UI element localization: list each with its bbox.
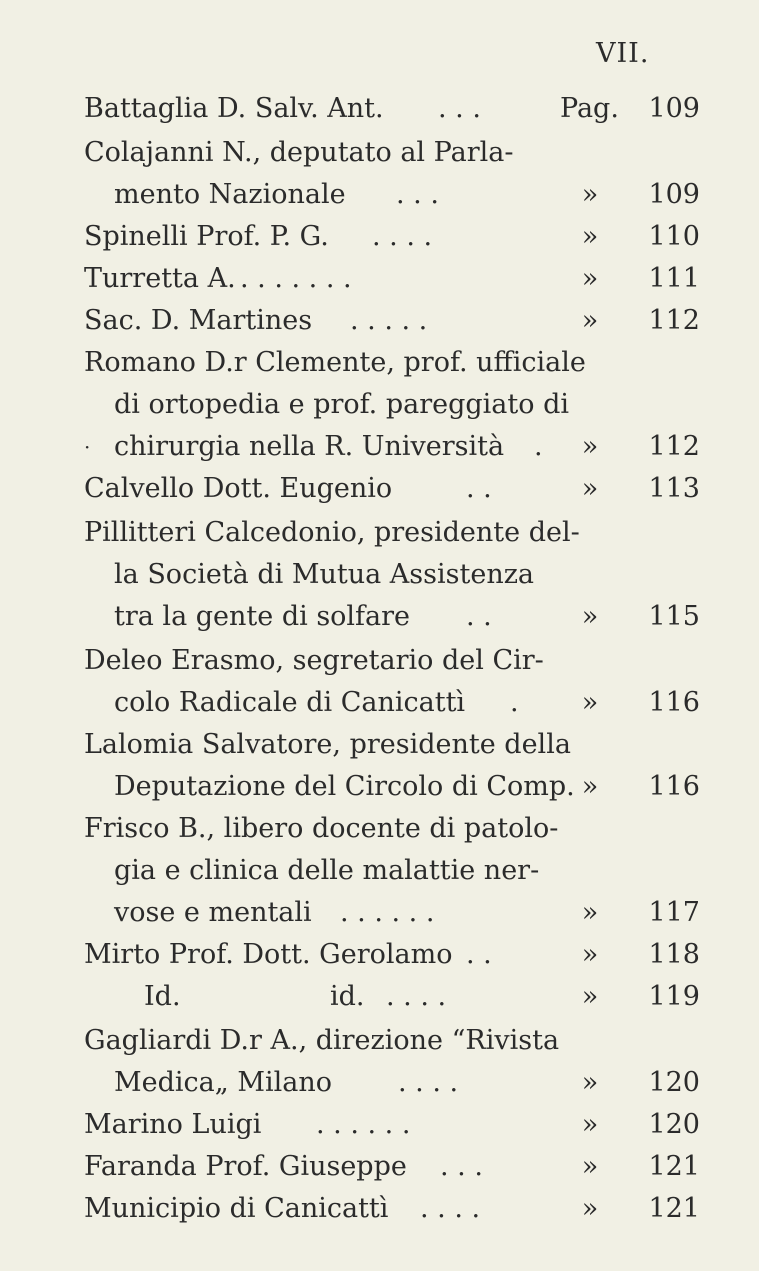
ditto-mark: » xyxy=(581,601,599,632)
entry-page: 120 xyxy=(648,1109,700,1140)
ditto-mark: » xyxy=(581,263,599,294)
leader-dots: . . . . xyxy=(398,1067,459,1098)
entry-page: 118 xyxy=(648,939,700,970)
leader-dots: . . . . . . xyxy=(316,1109,411,1140)
ditto-mark: » xyxy=(581,1193,599,1224)
entry-page: 120 xyxy=(648,1067,700,1098)
entry-page: 116 xyxy=(648,687,700,718)
entry-text: vose e mentali xyxy=(114,897,312,928)
entry-text: Turretta A. xyxy=(84,263,236,294)
index-entry xyxy=(0,724,759,766)
index-entry xyxy=(0,174,759,216)
ditto-mark: » xyxy=(581,305,599,336)
leader-dots: . . . . . . . xyxy=(240,263,352,294)
index-entry xyxy=(0,1020,759,1062)
leader-dots: . . . xyxy=(396,179,439,210)
entry-page: 109 xyxy=(648,93,700,124)
entry-text: Deputazione del Circolo di Comp. xyxy=(114,771,575,802)
leader-dots: . . xyxy=(466,473,492,504)
entry-text-ditto: id. xyxy=(330,981,365,1012)
index-entry xyxy=(0,1188,759,1230)
ditto-mark: » xyxy=(581,431,599,462)
index-entry xyxy=(0,808,759,850)
index-entry xyxy=(0,88,759,130)
index-entry xyxy=(0,258,759,300)
leader-dots: . xyxy=(534,431,543,462)
entry-page: 110 xyxy=(648,221,700,252)
leader-dots: . . xyxy=(466,601,492,632)
index-entry xyxy=(0,132,759,174)
entry-text: Gagliardi D.r A., direzione “Rivista xyxy=(84,1025,560,1056)
entry-text: mento Nazionale xyxy=(114,179,346,210)
index-entry xyxy=(0,596,759,638)
entry-text: Sac. D. Martines xyxy=(84,305,313,336)
index-entry xyxy=(0,512,759,554)
index-entry xyxy=(0,468,759,510)
entry-text: tra la gente di solfare xyxy=(114,601,411,632)
index-entry xyxy=(0,766,759,808)
entry-page: 121 xyxy=(648,1193,700,1224)
index-entry xyxy=(0,342,759,384)
ditto-mark: » xyxy=(581,1109,599,1140)
index-entry xyxy=(0,1104,759,1146)
entry-text: Faranda Prof. Giuseppe xyxy=(84,1151,407,1182)
entry-text: di ortopedia e prof. pareggiato di xyxy=(114,389,570,420)
leader-dots: . . . . xyxy=(386,981,447,1012)
index-entry xyxy=(0,300,759,342)
index-entry xyxy=(0,1062,759,1104)
entry-text: Deleo Erasmo, segretario del Cir- xyxy=(84,645,544,676)
leader-dots: . xyxy=(510,687,519,718)
entry-text: Pillitteri Calcedonio, presidente del- xyxy=(84,517,580,548)
leader-dots: . . . xyxy=(438,93,481,124)
entry-page: 109 xyxy=(648,179,700,210)
entry-page: 121 xyxy=(648,1151,700,1182)
index-entry xyxy=(0,934,759,976)
entry-page: 117 xyxy=(648,897,700,928)
leader-dots: . . . xyxy=(440,1151,483,1182)
entry-text: Mirto Prof. Dott. Gerolamo xyxy=(84,939,453,970)
entry-text: Marino Luigi xyxy=(84,1109,262,1140)
entry-text: colo Radicale di Canicattì xyxy=(114,687,466,718)
leader-dots: . . . . . xyxy=(350,305,428,336)
entry-text: Frisco B., libero docente di patolo- xyxy=(84,813,559,844)
index-entry xyxy=(0,892,759,934)
ditto-mark: » xyxy=(581,687,599,718)
entry-page: 119 xyxy=(648,981,700,1012)
index-entry xyxy=(0,216,759,258)
entry-page: 113 xyxy=(648,473,700,504)
index-entry xyxy=(0,850,759,892)
index-entry xyxy=(0,1146,759,1188)
entry-text: chirurgia nella R. Università xyxy=(114,431,505,462)
entry-text: Medica„ Milano xyxy=(114,1067,332,1098)
leader-dots: . . . . xyxy=(372,221,433,252)
entry-text: la Società di Mutua Assistenza xyxy=(114,559,535,590)
entry-text: Municipio di Canicattì xyxy=(84,1193,389,1224)
ditto-mark: » xyxy=(581,981,599,1012)
entry-page: 116 xyxy=(648,771,700,802)
entry-text: Id. xyxy=(144,981,181,1012)
margin-dot: · xyxy=(84,435,91,459)
index-entry xyxy=(0,384,759,426)
entry-text: Battaglia D. Salv. Ant. xyxy=(84,93,384,124)
ditto-mark: » xyxy=(581,221,599,252)
page-label: Pag. xyxy=(560,93,619,124)
leader-dots: . . xyxy=(466,939,492,970)
index-entry xyxy=(0,426,759,468)
ditto-mark: » xyxy=(581,897,599,928)
ditto-mark: » xyxy=(581,1151,599,1182)
entry-text: Romano D.r Clemente, prof. ufficiale xyxy=(84,347,586,378)
entry-text: Lalomia Salvatore, presidente della xyxy=(84,729,571,760)
ditto-mark: » xyxy=(581,473,599,504)
entry-text: Spinelli Prof. P. G. xyxy=(84,221,329,252)
entry-page: 115 xyxy=(648,601,700,632)
index-entry xyxy=(0,682,759,724)
page-number: VII. xyxy=(596,38,650,69)
entry-text: Colajanni N., deputato al Parla- xyxy=(84,137,514,168)
entry-text: Calvello Dott. Eugenio xyxy=(84,473,393,504)
leader-dots: . . . . xyxy=(420,1193,481,1224)
entry-page: 112 xyxy=(648,305,700,336)
index-entry xyxy=(0,976,759,1018)
entry-page: 112 xyxy=(648,431,700,462)
entry-text: gia e clinica delle malattie ner- xyxy=(114,855,540,886)
index-entry xyxy=(0,640,759,682)
index-entry xyxy=(0,554,759,596)
ditto-mark: » xyxy=(581,1067,599,1098)
ditto-mark: » xyxy=(581,939,599,970)
leader-dots: . . . . . . xyxy=(340,897,435,928)
entry-page: 111 xyxy=(648,263,700,294)
ditto-mark: » xyxy=(581,179,599,210)
ditto-mark: » xyxy=(581,771,599,802)
